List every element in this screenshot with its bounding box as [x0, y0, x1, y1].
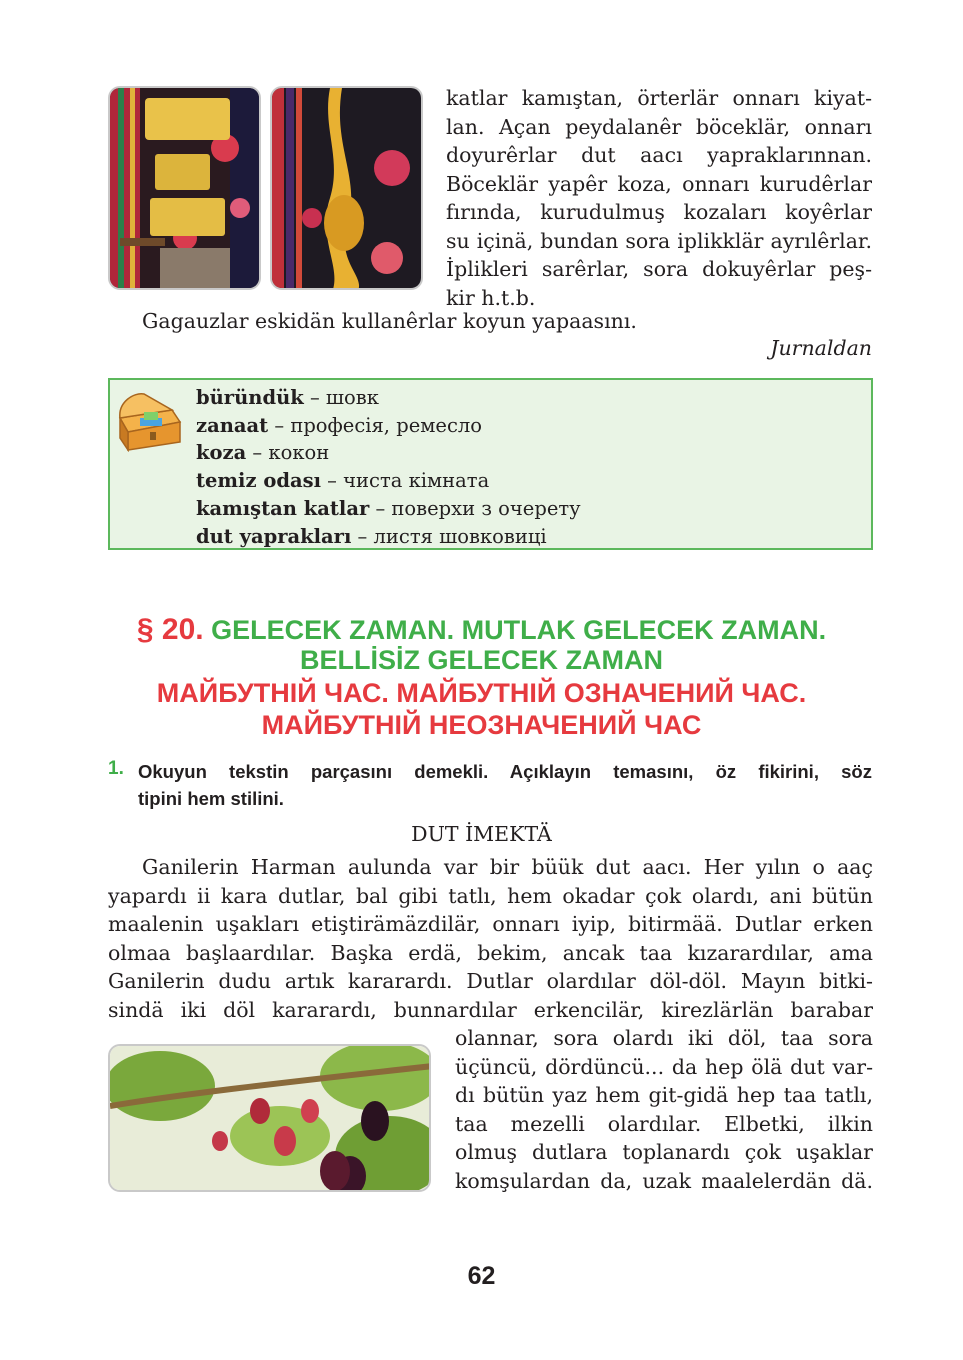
- text-line: lan. Açan peydalanêr böceklär, onnarı: [446, 114, 872, 139]
- glossary-entry: zanaat – професія, ремесло: [196, 413, 482, 437]
- story-line: Ganilerin Harman aulunda var bir büük dut aacı. Her yılın o aaç: [142, 855, 873, 879]
- glossary-translation: професія, ремесло: [290, 413, 482, 437]
- task-number: 1.: [108, 758, 124, 779]
- source-attribution: Jurnaldan: [770, 336, 872, 360]
- text-line: doyurêrlar dut aacı yapraklarınnan.: [446, 143, 872, 167]
- text-line: fırında, kurudulmuş kozaları koyêrlar: [446, 200, 872, 224]
- page-number: 62: [467, 1262, 496, 1290]
- heading-red-line2: МАЙБУТНІЙ НЕОЗНАЧЕНИЙ ЧАС: [261, 710, 702, 740]
- glossary-translation: шовк: [325, 386, 379, 409]
- glossary-entry: temiz odası – чиста кімната: [196, 469, 490, 493]
- photo-mulberries: [108, 1044, 431, 1192]
- task-line: Okuyun tekstin parçasını demekli. Açıklayın temasını, öz fikirini, söz: [138, 761, 872, 782]
- glossary-entry: dut yaprakları – листя шовковиці: [196, 524, 547, 548]
- glossary-translation: поверхи з очерету: [391, 496, 581, 520]
- glossary-term: temiz odası: [196, 469, 321, 493]
- glossary-translation: кокон: [268, 441, 330, 465]
- task-line: tipini hem stilini.: [138, 788, 284, 809]
- section-number: § 20.: [136, 613, 204, 646]
- glossary-translation: чиста кімната: [343, 469, 490, 493]
- text-line: katlar kamıştan, örterlär onnarı kiyat-: [446, 86, 872, 110]
- heading-green-line2: BELLİSİZ GELECEK ZAMAN: [300, 645, 663, 675]
- story-line: üçüncü, dördüncü... da hep ölä dut var-: [455, 1054, 873, 1079]
- photo-embroidered-towels: [108, 86, 261, 290]
- treasure-chest-icon: [114, 388, 184, 452]
- glossary-term: kamıştan katlar: [196, 496, 370, 520]
- text-line: İplikleri sarêrlar, sora dokuyêrlar peş-: [446, 257, 872, 281]
- story-line: komşulardan da, uzak maalelerdän dä.: [455, 1168, 873, 1193]
- story-line: Ganilerin dudu artık kararardı. Dutlar olardılar döl-döl. Mayın bitki-: [108, 969, 873, 993]
- glossary-term: büründük: [196, 386, 304, 409]
- paragraph-line: Gagauzlar eskidän kullanêrlar koyun yapaasını.: [142, 309, 637, 333]
- story-line: sindä iki döl kararardı, bunnardılar erkencilär, kirezlärlän barabar: [108, 997, 873, 1022]
- section-heading: [0, 613, 963, 647]
- story-line: taa mezelli olardılar. Elbetki, ilkin: [455, 1111, 873, 1136]
- glossary-entry: kamıştan katlar – поверхи з очерету: [196, 496, 581, 520]
- story-line: olmuş dutlara toplanardı çok uşaklar: [455, 1140, 873, 1164]
- glossary-term: koza: [196, 441, 247, 465]
- glossary-term: dut yaprakları: [196, 524, 352, 548]
- story-line: yapardı ii kara dutlar, bal gibi tatlı, hem okadar çok olardı, ani bütün: [108, 883, 873, 908]
- story-title: DUT İMEKTÄ: [411, 822, 552, 846]
- glossary-translation: листя шовковиці: [373, 524, 547, 548]
- story-line: olannar, sora olardı iki döl, taa sora: [455, 1026, 873, 1050]
- glossary-box: [108, 378, 873, 550]
- heading-red-line1: МАЙБУТНІЙ ЧАС. МАЙБУТНІЙ ОЗНАЧЕНИЙ ЧАС.: [156, 678, 807, 708]
- heading-green-line1: GELECEK ZAMAN. MUTLAK GELECEK ZAMAN.: [211, 615, 827, 645]
- story-line: dı bütün yaz hem git-gidä hep taa tatlı,: [455, 1083, 873, 1107]
- glossary-entry: büründük – шовк: [196, 386, 379, 409]
- story-line: maalenin uşakları etiştirämäzdilär, onnarı iyip, bitirmää. Dutlar erken: [108, 912, 873, 936]
- text-line: Böceklär yapêr koza, onnarı kurudêrlar: [446, 171, 872, 196]
- glossary-term: zanaat: [196, 413, 269, 437]
- text-line: kir h.t.b.: [446, 285, 536, 310]
- glossary-entry: koza – кокон: [196, 441, 330, 465]
- photo-silk-threads: [270, 86, 423, 290]
- story-line: olmaa başlaardılar. Başka erdä, bekim, ancak taa kızarardılar, ama: [108, 940, 873, 965]
- text-line: su içinä, bundan sora iplikklär ayrılêrlar.: [446, 228, 872, 253]
